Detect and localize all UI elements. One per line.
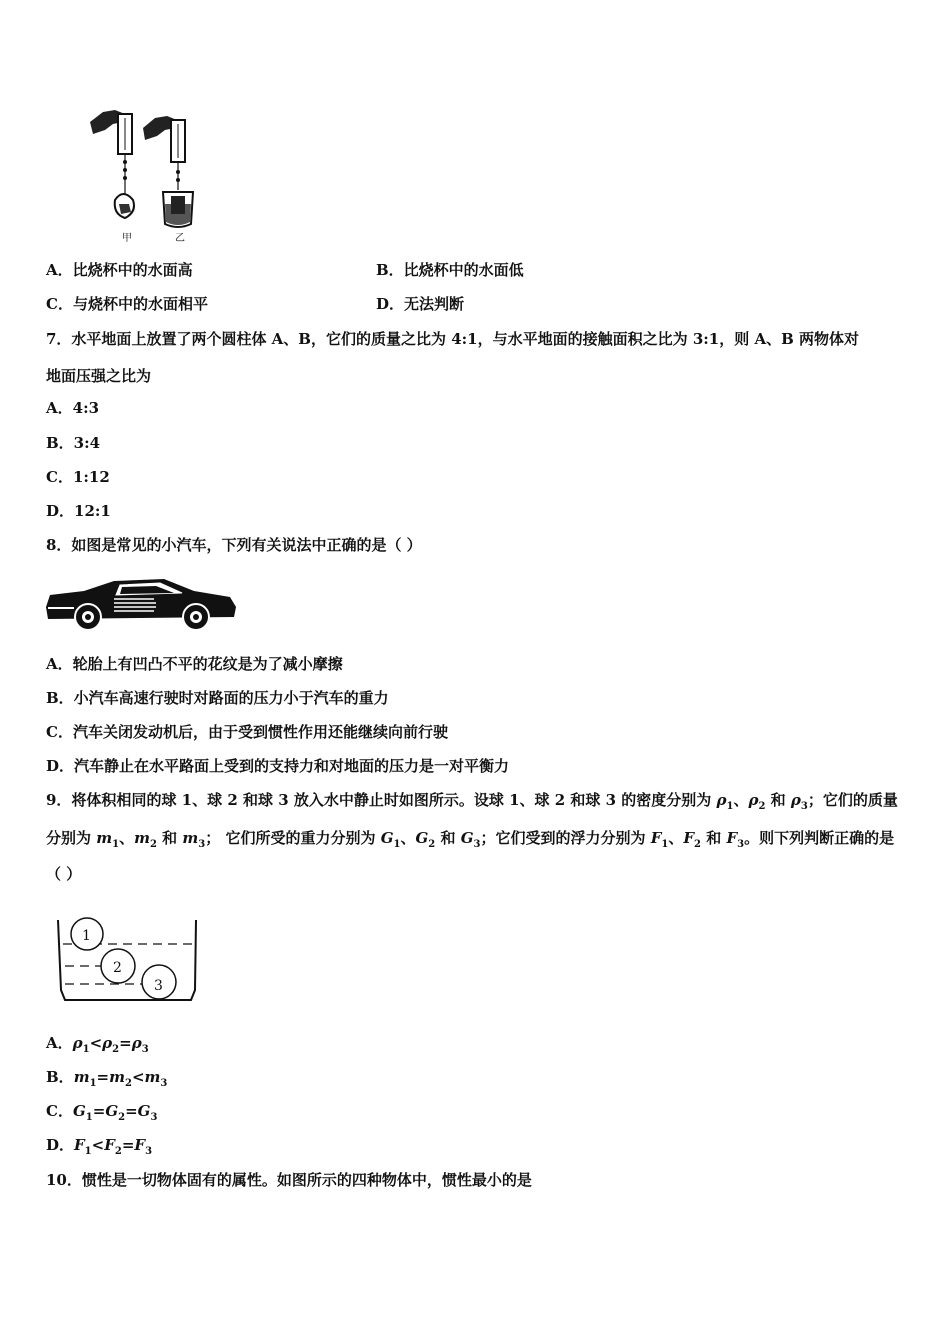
q7-stem-line1: 7．水平地面上放置了两个圆柱体 A、B，它们的质量之比为 4:1，与水平地面的接触面积之比为 3:1，则 A、B 两物体对 bbox=[46, 330, 860, 348]
q8-stem: 8．如图是常见的小汽车，下列有关说法中正确的是（ ） bbox=[46, 536, 422, 554]
figure-label-jia: 甲 bbox=[122, 233, 132, 244]
q8-option-d[interactable]: D．汽车静止在水平路面上受到的支持力和对地面的压力是一对平衡力 bbox=[46, 757, 510, 775]
q9-option-c-label: C． bbox=[46, 1102, 73, 1120]
q7-option-b[interactable]: B．3:4 bbox=[46, 434, 101, 452]
q9-line2-part3: ；它们受到的浮力分别为 bbox=[480, 829, 651, 847]
q6-option-c[interactable]: C．与烧杯中的水面相平 bbox=[46, 295, 208, 313]
q7-stem-line2: 地面压强之比为 bbox=[46, 367, 152, 385]
q9-paren: （ ） bbox=[46, 865, 82, 883]
car-figure bbox=[44, 577, 238, 633]
q9-stem-line1: 9．将体积相同的球 1、球 2 和球 3 放入水中静止时如图所示。设球 1、球 2 和球 3 的密度分别为 $\rho_1$、$\rho_2$ 和 $\rho_3$；它们的质量 bbox=[46, 791, 898, 812]
q9-option-d[interactable]: D．$F_1<F_2=F_3$ bbox=[46, 1136, 153, 1157]
balls-in-water-figure bbox=[55, 912, 200, 1004]
q7-option-d[interactable]: D．12:1 bbox=[46, 502, 111, 520]
q8-option-c[interactable]: C．汽车关闭发动机后，由于受到惯性作用还能继续向前行驶 bbox=[46, 723, 448, 741]
q7-option-c[interactable]: C．1:12 bbox=[46, 468, 110, 486]
q9-option-b[interactable]: B．$m_1=m_2<m_3$ bbox=[46, 1068, 168, 1089]
ball-1-label: 1 bbox=[82, 928, 91, 944]
q9-line2-part4: 。则下列判断正确的是 bbox=[744, 829, 895, 847]
figure-label-yi: 乙 bbox=[175, 233, 185, 244]
q9-line2-part2: ； 它们所受的重力分别为 bbox=[205, 829, 381, 847]
q9-option-b-label: B． bbox=[46, 1068, 74, 1086]
q6-option-a[interactable]: A．比烧杯中的水面高 bbox=[46, 261, 193, 279]
ball-2-label: 2 bbox=[113, 960, 122, 976]
q9-stem-part2: ；它们的质量 bbox=[807, 791, 898, 809]
q10-stem: 10．惯性是一切物体固有的属性。如图所示的四种物体中，惯性最小的是 bbox=[46, 1171, 532, 1189]
q7-option-a[interactable]: A．4:3 bbox=[46, 399, 100, 417]
q8-option-b[interactable]: B．小汽车高速行驶时对路面的压力小于汽车的重力 bbox=[46, 689, 389, 707]
q9-option-c[interactable]: C．$G_1=G_2=G_3$ bbox=[46, 1102, 158, 1123]
q9-stem-part1: 9．将体积相同的球 1、球 2 和球 3 放入水中静止时如图所示。设球 1、球 2 和球 3 的密度分别为 bbox=[46, 791, 717, 809]
q9-stem-line2: 分别为 $m_1$、$m_2$ 和 $m_3$； 它们所受的重力分别为 $G_1$、$G_2$ 和 $G_3$；它们受到的浮力分别为 $F_1$、$F_2$ 和 $F_3$。则下列判断正确的是 bbox=[46, 829, 895, 850]
q9-option-a-label: A． bbox=[46, 1034, 73, 1052]
q9-line2-part1: 分别为 bbox=[46, 829, 97, 847]
q6-option-b[interactable]: B．比烧杯中的水面低 bbox=[376, 261, 524, 279]
q8-option-a[interactable]: A．轮胎上有凹凸不平的花纹是为了减小摩擦 bbox=[46, 655, 343, 673]
spring-balance-figure bbox=[85, 100, 205, 245]
q9-option-a[interactable]: A．$\rho_1<\rho_2=\rho_3$ bbox=[46, 1034, 149, 1055]
q9-option-d-label: D． bbox=[46, 1136, 75, 1154]
ball-3-label: 3 bbox=[154, 978, 163, 994]
q6-option-d[interactable]: D．无法判断 bbox=[376, 295, 465, 313]
